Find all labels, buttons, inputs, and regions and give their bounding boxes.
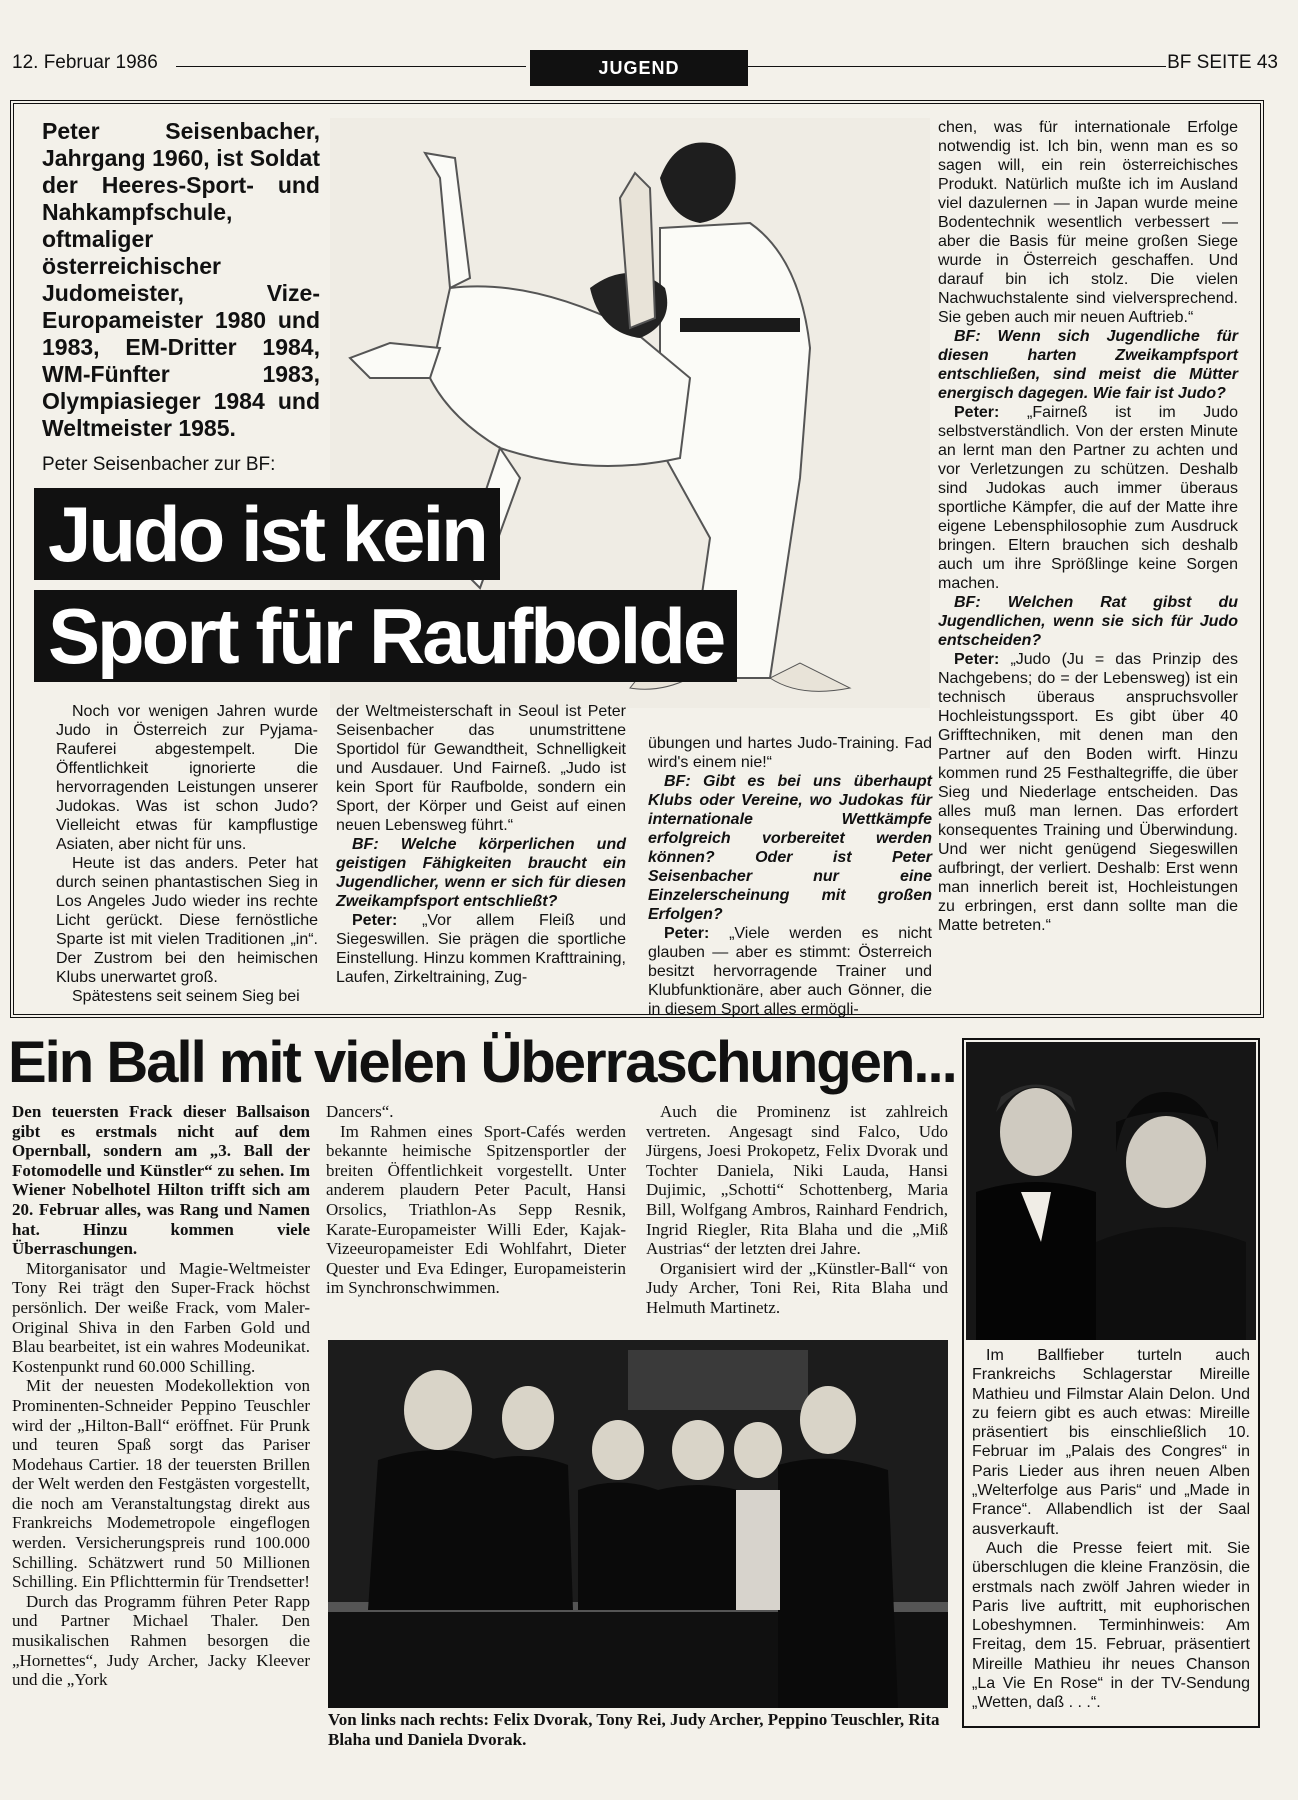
judo-headline-line2: Sport für Raufbolde xyxy=(34,590,737,682)
peter-label: Peter: xyxy=(954,651,1000,668)
ball-col3-p1: Auch die Prominenz ist zahlreich vertreten. Angesagt sind Falco, Udo Jürgens, Joesi Prokopetz, Felix Dvorak und Tochter Daniela, Niki Lauda, Hansi Dujimic, „Schotti“ Schottenberg, Maria Bill, Wolfgang Ambros, Rainhard Fendrich, Ingrid Riegler, Rita Blaha und die „Miß Austrias“ der letzten drei Jahre. xyxy=(646,1102,948,1259)
section-label: JUGEND xyxy=(530,50,748,86)
question-text: Wenn sich Jugendliche für diesen harten Zweikampfsport entschließen, sind meist die Mütter energisch dagegen. Wie fair ist Judo? xyxy=(938,328,1238,402)
judo-col3-answer xyxy=(648,924,932,1019)
judo-column-1 xyxy=(56,702,318,1006)
judo-col1-p1: Noch vor wenigen Jahren wurde Judo in Österreich zur Pyjama-Rauferei abgestempelt. Die Öffentlichkeit ignorierte die hervorragenden Leistungen unserer Judokas. Was ist schon Judo? Vielleicht etwas für kampflustige Asiaten, aber nicht für uns. xyxy=(56,703,318,853)
sidebar-p1: Im Ballfieber turteln auch Frankreichs Schlagerstar Mireille Mathieu und Filmstar Alain Delon. Und zu feiern gibt es auch etwas: Mireille präsentiert bis einschließlich 10. Februar im „Palais des Congres“ in Paris Lieder aus ihren neuen Alben „Welterfolge aus Paris“ und „Made in France“. Allabendlich ist der Saal ausverkauft. xyxy=(972,1347,1250,1538)
judo-col4-answer-2 xyxy=(938,650,1238,935)
bf-label: BF: xyxy=(352,836,379,853)
peter-label: Peter: xyxy=(954,404,1000,421)
ball-col3-p2: Organisiert wird der „Künstler-Ball“ von Judy Archer, Toni Rei, Rita Blaha und Helmuth Martinetz. xyxy=(646,1258,948,1317)
judo-headline-line1: Judo ist kein xyxy=(34,488,500,580)
ball-column-1 xyxy=(12,1102,310,1690)
judo-col4-question-1 xyxy=(938,327,1238,403)
ball-col1-p1: Mitorganisator und Magie-Weltmeister Tony Rei trägt den Super-Frack höchst persönlich. Der weiße Frack, vom Maler-Original Shiva in den Farben Gold und Blau bearbeitet, ist ein wahres Modeunikat. Kostenpunkt rund 60.000 Schilling. xyxy=(12,1258,310,1376)
header-rule-right xyxy=(748,66,1166,67)
judo-col1-p2: Heute ist das anders. Peter hat durch seinen phantastischen Sieg in Los Angeles Judo wieder ins rechte Licht gerückt. Diese fernöstliche Sparte ist mit vielen Traditionen „in“. Der Zustrom bei den heimischen Klubs unerwartet groß. xyxy=(56,855,318,986)
peter-label: Peter: xyxy=(352,912,398,929)
bf-label: BF: xyxy=(664,773,691,790)
ball-lead: Den teuersten Frack dieser Ballsaison gibt es erstmals nicht auf dem Opernball, sondern am „3. Ball der Fotomodelle und Künstler“ zu sehen. Im Wiener Nobelhotel Hilton trifft sich am 20. Februar alles, was Rang und Namen hat. Hinzu kommen viele Überraschungen. xyxy=(12,1102,310,1259)
judo-col3-question xyxy=(648,772,932,924)
ball-col1-p3: Durch das Programm führen Peter Rapp und Partner Michael Thaler. Den musikalischen Rahmen besorgen die „Hornettes“, Judy Archer, Jacky Kleever und die „York xyxy=(12,1591,310,1690)
judo-col2-p1: der Weltmeisterschaft in Seoul ist Peter Seisenbacher das unumstrittene Sportidol für Gewandtheit, Schnelligkeit und Ausdauer. Und Fairneß. „Judo ist kein Sport für Raufbolde, sondern ein Sport, der Körper und Geist auf einen neuen Lebensweg führt.“ xyxy=(336,703,626,834)
answer-text: „Fairneß ist im Judo selbstverständlich. Von der ersten Minute an lernt man den Partner zu achten und vor Verletzungen zu schützen. Deshalb sind Judokas auch immer überaus sportliche Kämpfer, die auf der Matte ihre eigene Lebensphilosophie zum Ausdruck bringen. Eltern brauchen sich deshalb auch um ihre Sprößlinge keine Sorgen machen. xyxy=(938,404,1238,592)
page-number: BF SEITE 43 xyxy=(1167,52,1278,73)
ball-col2-p1: Dancers“. xyxy=(326,1102,394,1121)
ball-col1-p2: Mit der neuesten Modekollektion von Prominenten-Schneider Peppino Teuschler wird der „Hilton-Ball“ eröffnet. Für Prunk und teuren Spaß sorgt das Pariser Modehaus Cartier. 18 der teuersten Brillen der Welt werden den Festgästen vorgestellt, die noch am Veranstaltungstag direkt aus Frankreichs Modemetropole eingeflogen werden. Versicherungspreis rund 100.000 Schilling. Schätzwert rund 50 Millionen Schilling. Ein Pflichttermin für Trendsetter! xyxy=(12,1376,310,1592)
peter-label: Peter: xyxy=(664,925,710,942)
judo-col4-p1: chen, was für internationale Erfolge notwendig ist. Ich bin, wenn man es so sagen will, ein rein österreichisches Produkt. Natürlich mußte ich im Ausland viel dazulernen — in Japan wurde meine Bodentechnik wesentlich verbessert — aber die Basis für meine großen Siege wurde in Österreich geschaffen. Und darauf bin ich stolz. Die vielen Nachwuchstalente sind vielversprechend. Sie geben auch mir neuen Auftrieb.“ xyxy=(938,119,1238,326)
judo-col1-p3: Spätestens seit seinem Sieg bei xyxy=(72,988,300,1005)
judo-col2-answer xyxy=(336,911,626,987)
question-text: Welchen Rat gibst du Jugendlichen, wenn sie sich für Judo entscheiden? xyxy=(938,594,1238,649)
issue-date: 12. Februar 1986 xyxy=(12,52,158,73)
judo-column-4 xyxy=(938,118,1238,935)
ball-column-3 xyxy=(646,1102,948,1318)
ball-col2-p2: Im Rahmen eines Sport-Cafés werden bekannte heimische Spitzensportler der breiten Öffentlichkeit vorgestellt. Unter anderem plaudern Peter Pacult, Hansi Orsolics, Triathlon-As Sepp Resnik, Karate-Europameister Willi Eder, Kajak-Vizeeuropameister Edi Wohlfahrt, Dieter Quester und Eva Edinger, Europameisterin im Synchronschwimmen. xyxy=(326,1121,626,1298)
ball-photo-caption: Von links nach rechts: Felix Dvorak, Tony Rei, Judy Archer, Peppino Teuschler, Rita Blaha und Daniela Dvorak. xyxy=(328,1710,940,1749)
judo-intro: Peter Seisenbacher, Jahrgang 1960, ist Soldat der Heeres-Sport- und Nahkampfschule, oftmaliger österreichischer Judomeister, Vize-Europameister 1980 und 1983, EM-Dritter 1984, WM-Fünfter 1983, Olympiasieger 1984 und Weltmeister 1985. xyxy=(42,118,320,441)
judo-column-3 xyxy=(648,734,932,1019)
answer-text: „Viele werden es nicht glauben — aber es stimmt: Österreich besitzt hervorragende Trainer und Klubfunktionäre, aber auch Gönner, die in diesem Sport alles ermögli- xyxy=(648,925,932,1018)
bf-label: BF: xyxy=(954,594,981,611)
answer-text: „Judo (Ju = das Prinzip des Nachgebens; do = der Lebensweg) ist ein technisch überaus anspruchsvoller Hochleistungssport. Es gibt über 40 Grifftechniken, mit denen man den Partner auf den Boden wirft. Hinzu kommen rund 25 Festhaltegriffe, die über Sieg und Niederlage entscheiden. Das alles muß man lernen. Das erfordert konsequentes Training und Überwindung. Und wer nicht genügend Siegeswillen aufbringt, der verliert. Deshalb: Erst wenn man innerlich bereit ist, Hochleistungen zu erbringen, erst dann sollte man die Matte betreten.“ xyxy=(938,651,1238,934)
question-text: Welche körperlichen und geistigen Fähigkeiten braucht ein Jugendlicher, wenn er sich für diesen Zweikampfsport entschließt? xyxy=(336,836,626,910)
answer-text: „Vor allem Fleiß und Siegeswillen. Sie prägen die sportliche Einstellung. Hinzu kommen Krafttraining, Laufen, Zirkeltraining, Zug- xyxy=(336,912,626,986)
sidebar-p2: Auch die Presse feiert mit. Sie überschlugen die kleine Französin, die erstmals nach zwölf Jahren wieder in Paris live auftritt, mit euphorischen Lobeshymnen. Terminhinweis: Am Freitag, dem 15. Februar, präsentiert Mireille Mathieu ihr neues Chanson „La Vie En Rose“ in der TV-Sendung „Wetten, daß . . .“. xyxy=(972,1539,1250,1712)
judo-col4-question-2 xyxy=(938,593,1238,650)
ball-headline: Ein Ball mit vielen Überraschungen... xyxy=(8,1030,956,1095)
judo-col2-question xyxy=(336,835,626,911)
ball-group-photo xyxy=(328,1340,948,1708)
mathieu-delon-photo xyxy=(966,1042,1256,1340)
judo-col3-p1: übungen und hartes Judo-Training. Fad wird's einem nie!“ xyxy=(648,735,932,771)
judo-intro-byline: Peter Seisenbacher zur BF: xyxy=(42,454,276,475)
ball-column-2 xyxy=(326,1102,626,1298)
header-rule-left xyxy=(176,66,526,67)
judo-col4-answer-1 xyxy=(938,403,1238,593)
sidebar-text xyxy=(972,1346,1250,1713)
question-text: Gibt es bei uns überhaupt Klubs oder Vereine, wo Judokas für internationale Wettkämpfe erfolgreich vorbereitet werden können? Oder ist Peter Seisenbacher nur eine Einzelerscheinung mit großen Erfolgen? xyxy=(648,773,932,923)
judo-column-2 xyxy=(336,702,626,987)
bf-label: BF: xyxy=(954,328,981,345)
